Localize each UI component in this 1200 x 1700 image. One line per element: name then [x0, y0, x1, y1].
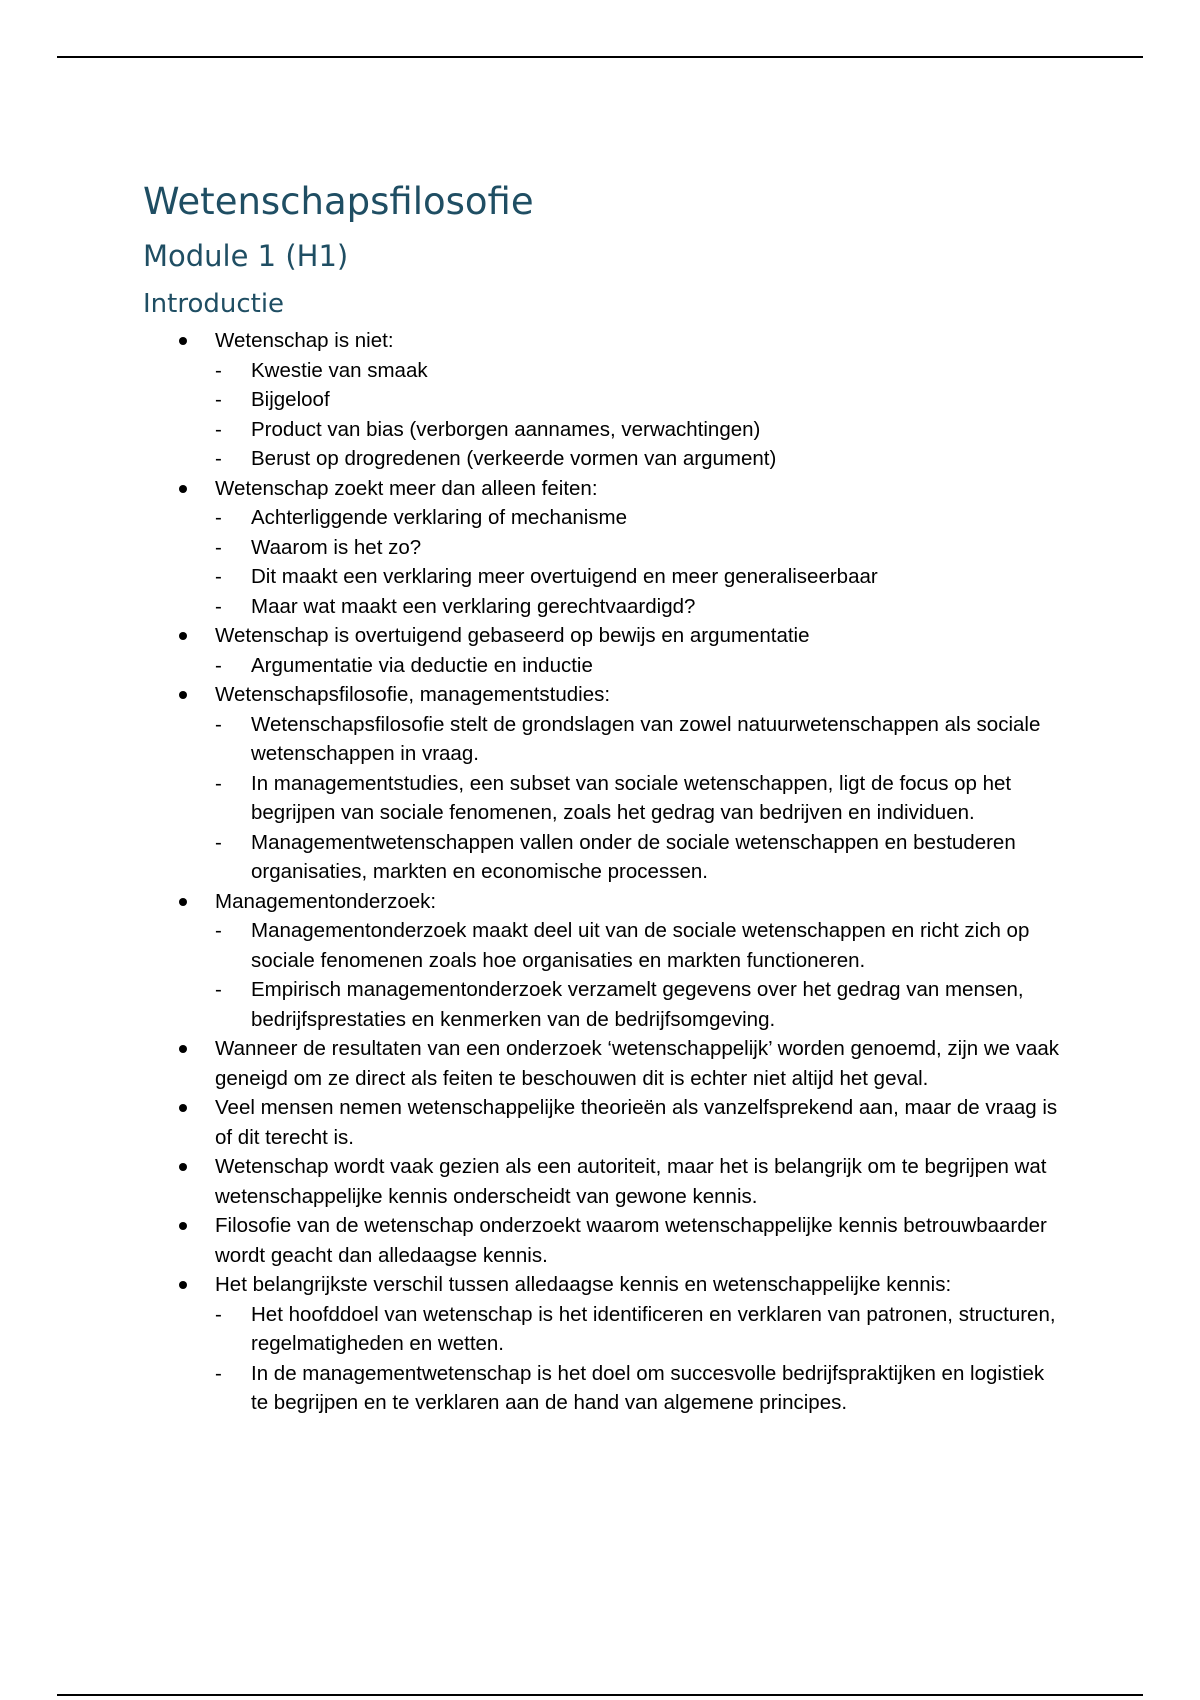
- header-rule: [57, 56, 1143, 58]
- sub-list-item: [215, 592, 1063, 622]
- list-item: [143, 1152, 1063, 1211]
- sub-list-item: [215, 651, 1063, 681]
- bullet-icon: [179, 1281, 187, 1289]
- sub-list-item-text: Waarom is het zo?: [251, 535, 422, 559]
- sub-list-item: [215, 356, 1063, 386]
- sub-list-item: [215, 916, 1063, 975]
- sub-list-item: [215, 533, 1063, 563]
- footer-rule: [57, 1694, 1143, 1696]
- sub-list-item: [215, 769, 1063, 828]
- sub-list-item-text: Maar wat maakt een verklaring gerechtvaardigd?: [251, 594, 696, 618]
- dash-icon: -: [215, 712, 222, 736]
- dash-icon: -: [215, 594, 222, 618]
- dash-icon: -: [215, 919, 222, 942]
- sub-list-item-text: In de managementwetenschap is het doel om succesvolle bedrijfspraktijken en logistiek te begrijpen en te verklaren aan de hand van algemene principes.: [251, 1361, 1045, 1414]
- list-item-text: Wanneer de resultaten van een onderzoek ‘wetenschappelijk’ worden genoemd, zijn we vaak geneigd om ze direct als feiten te beschouwen dit is echter niet altijd het geval.: [215, 1037, 1060, 1090]
- sub-list-item: [215, 444, 1063, 474]
- sub-list-item: [215, 975, 1063, 1034]
- sub-list-item-text: Dit maakt een verklaring meer overtuigend en meer generaliseerbaar: [251, 565, 878, 588]
- bullet-list: [143, 326, 1063, 1418]
- list-item: [143, 621, 1063, 680]
- sub-list: [215, 1300, 1063, 1418]
- dash-icon: -: [215, 653, 222, 677]
- section-heading: Introductie: [143, 289, 285, 319]
- dash-icon: -: [215, 1302, 222, 1326]
- dash-icon: -: [215, 830, 222, 854]
- document-title: Wetenschapsfilosofie: [143, 180, 534, 223]
- sub-list-item-text: Managementonderzoek maakt deel uit van de sociale wetenschappen en richt zich op sociale fenomenen zoals hoe organisaties en markten functioneren.: [251, 919, 1030, 972]
- bullet-icon: [179, 1163, 187, 1171]
- document-body: [143, 174, 1063, 1418]
- list-item: [143, 887, 1063, 1035]
- sub-list-item: [215, 710, 1063, 769]
- sub-list-item: [215, 1359, 1063, 1418]
- sub-list-item-text: Empirisch managementonderzoek verzamelt gegevens over het gedrag van mensen, bedrijfsprestaties en kenmerken van de bedrijfsomgeving.: [251, 978, 1024, 1031]
- dash-icon: -: [215, 388, 222, 411]
- list-item: [143, 1093, 1063, 1152]
- list-item-text: Managementonderzoek:: [215, 889, 437, 913]
- list-item: [143, 474, 1063, 622]
- dash-icon: -: [215, 1361, 222, 1385]
- dash-icon: -: [215, 978, 222, 1001]
- bullet-icon: [179, 337, 187, 345]
- sub-list-item-text: Kwestie van smaak: [251, 358, 428, 382]
- dash-icon: -: [215, 417, 222, 441]
- bullet-icon: [179, 691, 187, 699]
- bullet-icon: [179, 632, 187, 640]
- bullet-icon: [179, 898, 187, 906]
- sub-list: [215, 916, 1063, 1034]
- sub-list-item-text: Het hoofddoel van wetenschap is het identificeren en verklaren van patronen, structuren, regelmatigheden en wetten.: [251, 1302, 1056, 1355]
- dash-icon: -: [215, 358, 222, 382]
- dash-icon: -: [215, 506, 222, 529]
- sub-list-item: [215, 503, 1063, 533]
- dash-icon: -: [215, 447, 222, 470]
- list-item: [143, 326, 1063, 474]
- bullet-icon: [179, 1222, 187, 1230]
- sub-list: [215, 356, 1063, 474]
- list-item-text: Filosofie van de wetenschap onderzoekt waarom wetenschappelijke kennis betrouwbaarder wordt geacht dan alledaagse kennis.: [215, 1214, 1047, 1267]
- bullet-icon: [179, 1045, 187, 1053]
- sub-list-item: [215, 415, 1063, 445]
- list-item-text: Wetenschap zoekt meer dan alleen feiten:: [215, 476, 598, 500]
- sub-list-item-text: Achterliggende verklaring of mechanisme: [251, 506, 628, 529]
- sub-list-item: [215, 562, 1063, 592]
- bullet-icon: [179, 485, 187, 493]
- list-item: [143, 1034, 1063, 1093]
- sub-list-item-text: Wetenschapsfilosofie stelt de grondslagen van zowel natuurwetenschappen als sociale wetenschappen in vraag.: [251, 712, 1041, 765]
- list-item: [143, 1270, 1063, 1418]
- module-heading: Module 1 (H1): [143, 239, 349, 273]
- list-item-text: Veel mensen nemen wetenschappelijke theorieën als vanzelfsprekend aan, maar de vraag is of dit terecht is.: [215, 1096, 1058, 1149]
- sub-list-item-text: Bijgeloof: [251, 388, 330, 411]
- list-item: [143, 1211, 1063, 1270]
- sub-list-item: [215, 828, 1063, 887]
- sub-list: [215, 710, 1063, 887]
- dash-icon: -: [215, 565, 222, 588]
- sub-list-item-text: Argumentatie via deductie en inductie: [251, 653, 593, 677]
- bullet-icon: [179, 1104, 187, 1112]
- list-item-text: Wetenschap wordt vaak gezien als een autoriteit, maar het is belangrijk om te begrijpen wat wetenschappelijke kennis onderscheidt van gewone kennis.: [215, 1155, 1047, 1208]
- list-item-text: Wetenschap is niet:: [215, 329, 394, 352]
- dash-icon: -: [215, 535, 222, 559]
- sub-list-item-text: Managementwetenschappen vallen onder de sociale wetenschappen en bestuderen organisaties, markten en economische processen.: [251, 830, 1016, 883]
- sub-list-item-text: Berust op drogredenen (verkeerde vormen van argument): [251, 447, 777, 470]
- sub-list-item-text: Product van bias (verborgen aannames, verwachtingen): [251, 417, 761, 441]
- list-item-text: Wetenschap is overtuigend gebaseerd op bewijs en argumentatie: [215, 624, 810, 647]
- sub-list-item-text: In managementstudies, een subset van sociale wetenschappen, ligt de focus op het begrijpen van sociale fenomenen, zoals het gedrag van bedrijven en individuen.: [251, 771, 1012, 824]
- list-item: [143, 680, 1063, 887]
- dash-icon: -: [215, 771, 222, 795]
- sub-list: [215, 503, 1063, 621]
- sub-list-item: [215, 385, 1063, 415]
- sub-list-item: [215, 1300, 1063, 1359]
- list-item-text: Wetenschapsfilosofie, managementstudies:: [215, 683, 611, 706]
- list-item-text: Het belangrijkste verschil tussen alledaagse kennis en wetenschappelijke kennis:: [215, 1273, 952, 1296]
- sub-list: [215, 651, 1063, 681]
